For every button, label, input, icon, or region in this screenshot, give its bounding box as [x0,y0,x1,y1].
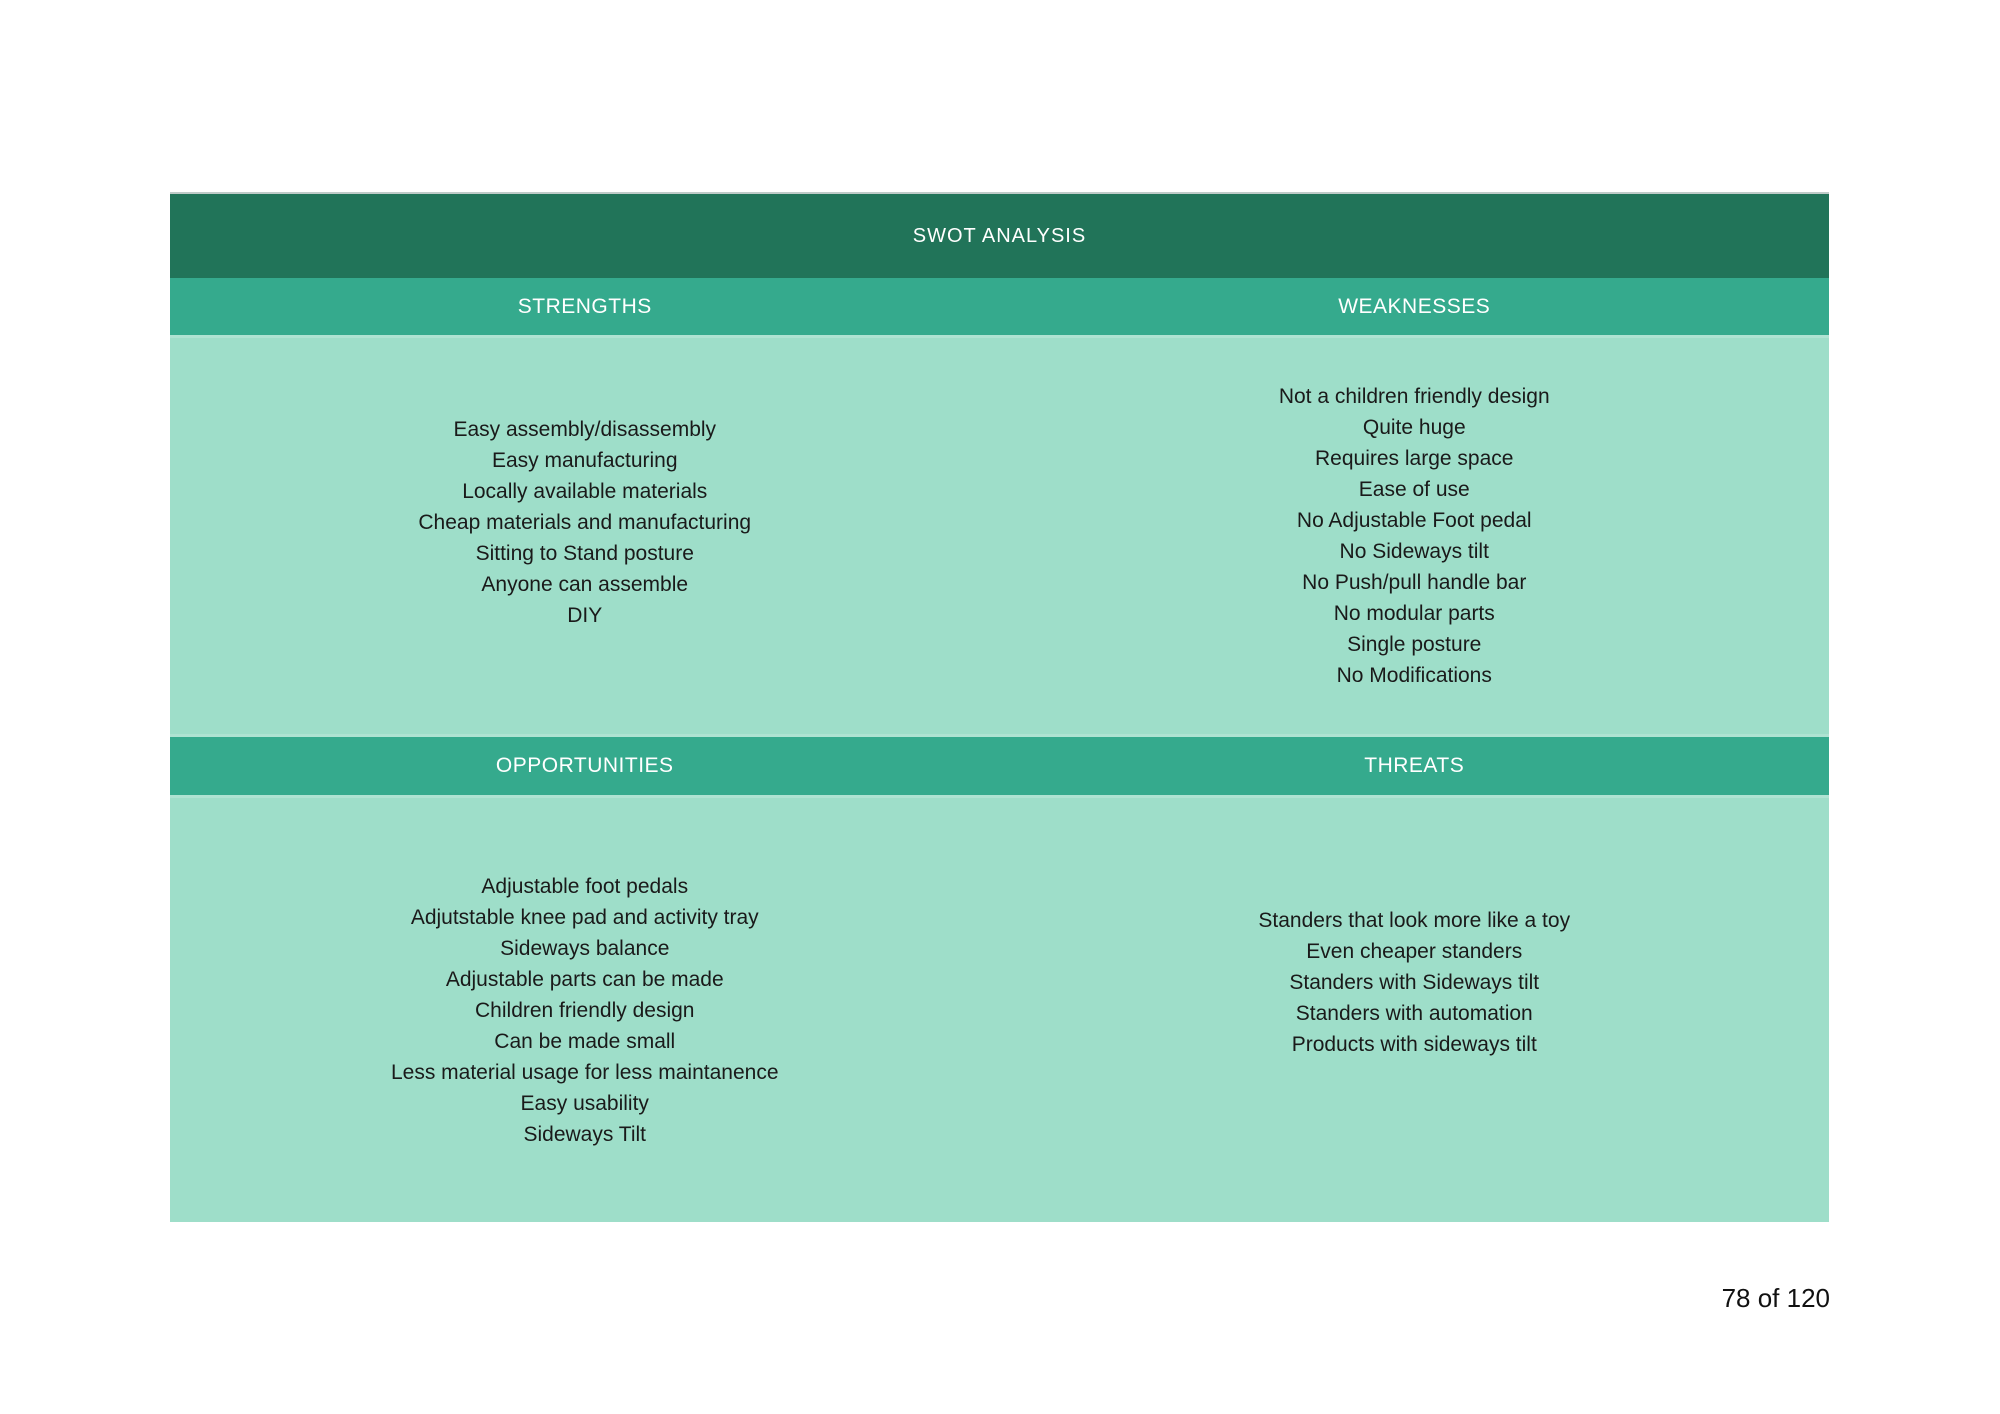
strengths-list [170,324,1000,720]
swot-title: SWOT ANALYSIS [912,224,1087,247]
threats-list [1000,770,1830,1194]
strengths-header: STRENGTHS [517,294,652,318]
page-number: 78 of 120 [1721,1283,1830,1313]
weaknesses-list [1000,338,1830,734]
opportunities-threats-content-row [170,798,1829,1222]
strengths-weaknesses-content-row [170,338,1829,734]
list-item: Adjustable foot pedals [481,874,689,898]
list-item: Sitting to Stand posture [475,541,694,565]
list-item: Standers that look more like a toy [1258,908,1571,932]
list-item: Quite huge [1362,416,1466,439]
list-item: Sideways balance [500,936,670,960]
list-item: Children friendly design [475,998,695,1022]
list-item: Less material usage for less maintanence [390,1060,779,1084]
list-item: Products with sideways tilt [1291,1032,1537,1056]
list-item: Sideways Tilt [523,1122,647,1146]
list-item: No Adjustable Foot pedal [1296,509,1532,532]
list-item: Anyone can assemble [481,572,689,596]
opportunities-header: OPPORTUNITIES [495,754,674,777]
list-item: Easy manufacturing [491,448,678,472]
list-item: Requires large space [1315,447,1514,470]
list-item: Cheap materials and manufacturing [418,510,752,534]
list-item: Adjutstable knee pad and activity tray [410,905,759,929]
list-item: Standers with Sideways tilt [1289,970,1540,994]
list-item: No modular parts [1333,602,1495,625]
list-item: No Sideways tilt [1339,540,1489,563]
list-item: No Push/pull handle bar [1302,571,1527,594]
list-item: Standers with automation [1295,1001,1533,1025]
list-item: Ease of use [1358,478,1470,501]
weaknesses-header: WEAKNESSES [1338,294,1491,318]
list-item: DIY [567,603,603,627]
threats-header: THREATS [1364,754,1465,777]
list-item: Can be made small [494,1029,676,1053]
list-item: Single posture [1347,633,1482,656]
list-item: Locally available materials [462,479,708,503]
opportunities-list [170,798,1000,1222]
list-item: No Modifications [1336,664,1492,687]
list-item: Easy usability [520,1091,649,1115]
list-item: Adjustable parts can be made [445,967,724,991]
list-item: Not a children friendly design [1278,385,1550,408]
swot-title-bar [170,194,1829,278]
list-item: Easy assembly/disassembly [453,417,717,441]
swot-analysis-table [170,192,1829,1222]
list-item: Even cheaper standers [1306,939,1523,963]
